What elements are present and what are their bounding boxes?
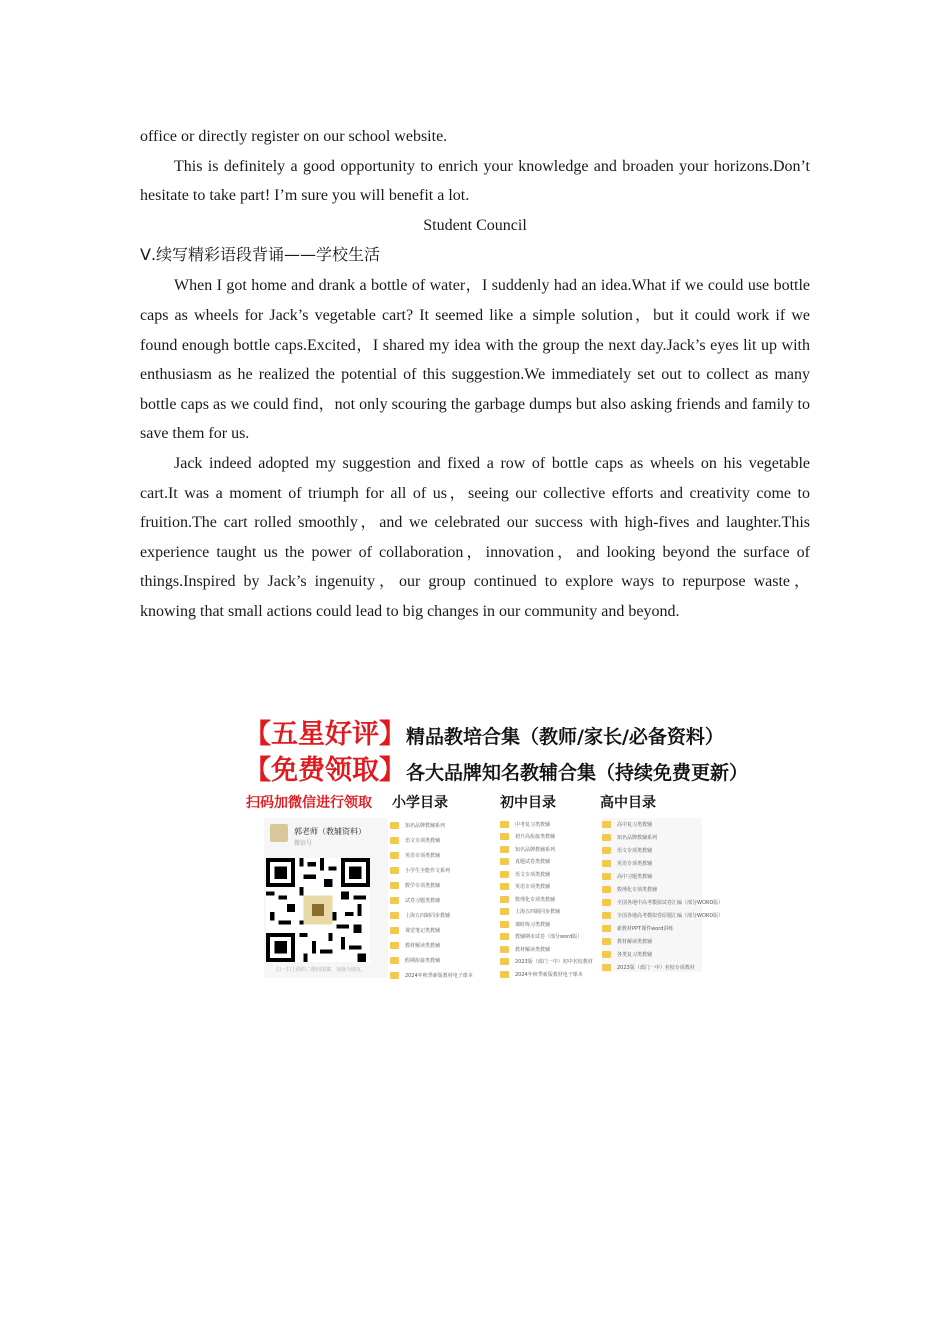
list-item[interactable]: [500, 943, 600, 956]
folder-icon: [602, 873, 611, 880]
section-heading: Ⅴ.续写精彩语段背诵——学校生活: [140, 245, 381, 265]
list-item-label: 语文专项类教辅: [617, 848, 653, 854]
list-item-label: 初升高衔接类教辅: [515, 834, 556, 841]
folder-icon: [500, 971, 509, 978]
list-item[interactable]: [602, 935, 702, 948]
list-item-label: 上海五四制同步教辅: [405, 913, 451, 919]
list-item-label: 小学生全能作文系列: [405, 868, 451, 874]
list-item[interactable]: [390, 938, 490, 953]
list-item[interactable]: [602, 922, 702, 935]
paragraph-idea: When I got home and drank a bottle of water，I suddenly had an idea.What if we could use bottle caps as wheels for Jack’s vegetable cart? It seemed like a simple solution，but it could work if we found enough bottle caps.Excited，I shared my idea with the group the next day.Jack’s eyes lit up with enthusiasm as he realized the potential of this suggestion.We immediately set out to collect as many bottle caps as we could find，not only scouring the garbage dumps but also asking friends and family to save them for us.: [140, 277, 811, 443]
folder-icon: [500, 933, 509, 940]
scan-instruction: 扫码加微信进行领取: [246, 795, 372, 811]
folder-icon: [390, 912, 399, 919]
folder-icon: [500, 908, 509, 915]
list-item-label: 数理化专项类教辅: [617, 887, 658, 893]
list-item[interactable]: [602, 883, 702, 896]
promo-collection: 精品教培合集（教师/家长/必备资料）: [406, 726, 724, 748]
paragraph-register: office or directly register on our school website.: [140, 128, 448, 145]
list-item[interactable]: [602, 896, 724, 909]
folder-icon: [602, 964, 611, 971]
wechat-card: [264, 818, 388, 978]
list-item-label: 课时练习类教辅: [515, 921, 551, 928]
folder-icon: [602, 821, 611, 828]
promo-line-1: [244, 712, 724, 751]
promo-free: 【免费领取】: [244, 755, 406, 786]
list-item-label: 英语专项类教辅: [405, 853, 441, 859]
list-item-label: 试卷习题类教辅: [405, 898, 441, 904]
folder-icon: [390, 882, 399, 889]
folder-icon: [500, 858, 509, 865]
middle-catalog-list: [500, 818, 600, 981]
folder-icon: [500, 833, 509, 840]
folder-icon: [500, 946, 509, 953]
folder-icon: [500, 871, 509, 878]
list-item[interactable]: [602, 857, 702, 870]
list-item-label: 各类复习类教辅: [617, 952, 653, 958]
list-item[interactable]: [390, 863, 490, 878]
folder-icon: [602, 899, 611, 906]
list-item[interactable]: [390, 878, 490, 893]
list-item[interactable]: [602, 818, 702, 831]
folder-icon: [390, 942, 399, 949]
folder-icon: [602, 951, 611, 958]
list-item-label: 中考复习类教辅: [515, 821, 551, 828]
folder-icon: [390, 837, 399, 844]
contact-wechat-id: 微信号: [294, 840, 313, 847]
folder-icon: [500, 821, 509, 828]
qr-code-icon[interactable]: [266, 858, 370, 962]
list-item-label: 语文专项类教辅: [515, 871, 551, 878]
folder-icon: [390, 957, 399, 964]
list-item-label: 高中习题类教辅: [617, 874, 653, 880]
list-item[interactable]: [390, 968, 490, 983]
folder-icon: [602, 834, 611, 841]
folder-icon: [500, 921, 509, 928]
list-item[interactable]: [390, 818, 490, 833]
middle-catalog-title: 初中目录: [500, 795, 556, 811]
folder-icon: [602, 925, 611, 932]
signature-student-council: Student Council: [423, 216, 527, 234]
folder-icon: [390, 972, 399, 979]
list-item-label: 2024年秋季新版教材电子课本: [515, 971, 583, 978]
folder-icon: [602, 886, 611, 893]
list-item[interactable]: [500, 831, 600, 844]
list-item-label: 教辅期末试卷（部分word版）: [515, 934, 583, 941]
list-item[interactable]: [602, 909, 724, 922]
primary-catalog-title: 小学目录: [392, 795, 448, 811]
list-item-label: 课堂笔记类教辅: [405, 928, 441, 934]
promo-five-star: 【五星好评】: [244, 719, 406, 750]
folder-icon: [602, 938, 611, 945]
list-item-label: 语文专项类教辅: [405, 838, 441, 844]
list-item-label: 教材解读类教辅: [405, 943, 441, 949]
list-item-label: 全国各地中高考模拟试卷汇编（部分WORD版）: [617, 900, 724, 906]
folder-icon: [500, 958, 509, 965]
list-item[interactable]: [390, 893, 490, 908]
list-item-label: 英语专项类教辅: [515, 884, 551, 891]
list-item-label: 新教材PPT课件word讲练: [617, 926, 674, 932]
promo-line-2: [244, 748, 748, 787]
paragraph-opportunity: This is definitely a good opportunity to enrich your knowledge and broaden your horizons.Don’t hesitate to take part! I’m sure you will benefit a lot.: [140, 157, 810, 205]
folder-icon: [390, 822, 399, 829]
list-item-label: 数理化专项类教辅: [515, 896, 556, 903]
list-item[interactable]: [500, 868, 600, 881]
folder-icon: [602, 860, 611, 867]
list-item[interactable]: [500, 893, 600, 906]
avatar: [270, 824, 288, 842]
folder-icon: [390, 897, 399, 904]
list-item-label: 真题试卷类教辅: [515, 859, 551, 866]
list-item-label: 上海五四制同步教辅: [515, 909, 561, 916]
list-item[interactable]: [602, 831, 702, 844]
list-item-label: 知名品牌教辅系列: [515, 846, 556, 853]
folder-icon: [390, 852, 399, 859]
list-item[interactable]: [500, 956, 600, 969]
list-item[interactable]: [390, 923, 490, 938]
document-body: [140, 122, 810, 627]
list-item-label: 2024年秋季新版教材电子课本: [405, 973, 473, 979]
primary-catalog-list: [390, 818, 490, 983]
high-catalog-title: 高中目录: [600, 795, 656, 811]
list-item[interactable]: [390, 833, 490, 848]
promo-brands: 各大品牌知名教辅合集（持续免费更新）: [406, 762, 749, 784]
list-item-label: 2023版（部门一中）名校专项教材: [617, 965, 695, 971]
list-item-label: 英语专项类教辅: [617, 861, 653, 867]
list-item-label: 2023版（部门一中）初中名校教材: [515, 959, 593, 966]
list-item[interactable]: [602, 961, 702, 974]
list-item[interactable]: [500, 881, 600, 894]
folder-icon: [500, 883, 509, 890]
list-item[interactable]: [602, 948, 702, 961]
list-item[interactable]: [390, 908, 490, 923]
list-item-label: 教材解读类教辅: [617, 939, 653, 945]
list-item[interactable]: [390, 953, 490, 968]
list-item[interactable]: [390, 848, 490, 863]
folder-icon: [390, 867, 399, 874]
promo-banner[interactable]: [244, 712, 749, 980]
list-item-label: 知名品牌教辅系列: [405, 823, 446, 829]
list-item[interactable]: [500, 906, 600, 919]
qr-caption: 扫一扫上面的二维码图案，加我为朋友。: [276, 967, 367, 973]
list-item[interactable]: [602, 844, 702, 857]
list-item[interactable]: [500, 918, 600, 931]
list-item-label: 高中复习类教辅: [617, 822, 653, 828]
list-item[interactable]: [500, 856, 600, 869]
list-item-label: 教材解读类教辅: [515, 946, 551, 953]
list-item-label: 假期衔接类教辅: [405, 958, 441, 964]
list-item-label: 全国各地高考模拟卷原题汇编（部分WORD版）: [617, 913, 724, 919]
list-item[interactable]: [500, 968, 600, 981]
folder-icon: [602, 912, 611, 919]
folder-icon: [500, 896, 509, 903]
list-item[interactable]: [602, 870, 702, 883]
list-item-label: 知名品牌教辅系列: [617, 835, 658, 841]
high-catalog-list: [602, 818, 724, 972]
folder-icon: [500, 846, 509, 853]
list-item-label: 数学专项类教辅: [405, 883, 441, 889]
list-item[interactable]: [500, 843, 600, 856]
folder-icon: [390, 927, 399, 934]
contact-name: 郭老师（教辅资料）: [294, 827, 366, 836]
paragraph-triumph: Jack indeed adopted my suggestion and fixed a row of bottle caps as wheels on his vegetable cart.It was a moment of triumph for all of us，seeing our collective efforts and creativity come to fruition.The cart rolled smoothly，and we celebrated our success with high-fives and laughter.This experience taught us the power of collaboration，innovation，and looking beyond the surface of things.Inspired by Jack’s ingenuity，our group continued to explore ways to repurpose waste，knowing that small actions could lead to big changes in our community and beyond.: [140, 454, 810, 620]
folder-icon: [602, 847, 611, 854]
list-item[interactable]: [500, 818, 600, 831]
list-item[interactable]: [500, 931, 600, 944]
